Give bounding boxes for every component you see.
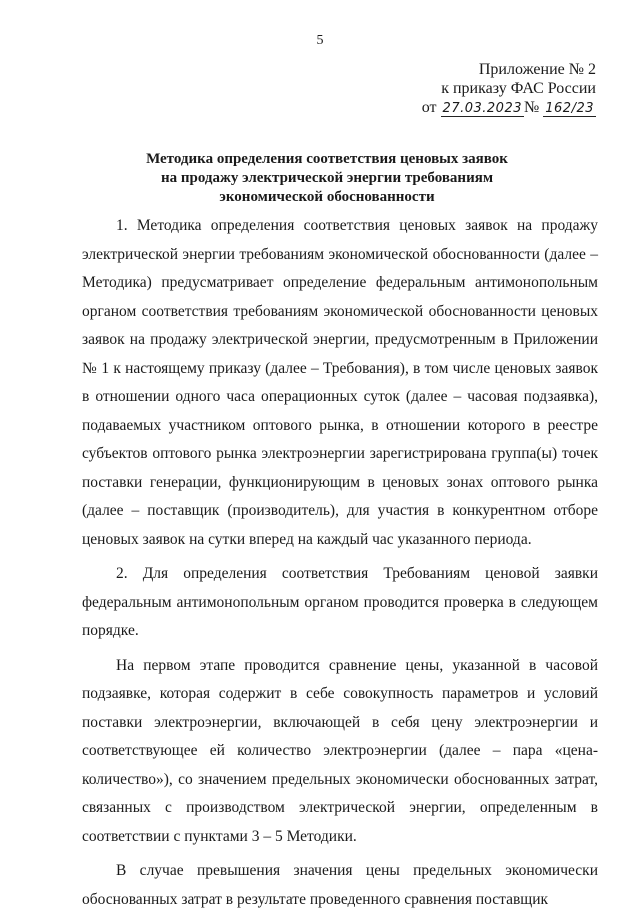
appendix-header [422, 60, 596, 118]
title-line-1: Методика определения соответствия ценовых заявок [146, 151, 508, 167]
paragraph-1: 1. Методика определения соответствия ценовых заявок на продажу электрической энергии требованиям экономической обоснованности (далее – Методика) предусматривает определение федеральным антимонопольным органом соответствия требованиям экономической обоснованности ценовых заявок на продажу электрической энергии, предусмотренным в Приложении № 1 к настоящему приказу (далее – Требования), в том числе ценовых заявок в отношении одного часа операционных суток (далее – часовая подзаявка), подаваемых участником оптового рынка, в отношении которого в реестре субъектов оптового рынка электроэнергии зарегистрирована группа(ы) точек поставки генерации, функционирующим в ценовых зонах оптового рынка (далее – поставщик (производитель), для участия в конкурентном отборе ценовых заявок на сутки вперед на каждый час указанного периода. [82, 217, 598, 548]
appendix-title: Приложение № 2 [478, 61, 596, 78]
document-body [82, 212, 598, 918]
document-title [0, 150, 640, 207]
page-number: 5 [316, 33, 324, 48]
title-line-3: экономической обоснованности [219, 189, 435, 205]
number-prefix: № [523, 99, 540, 116]
handwritten-date: 27.03.2023 [442, 101, 522, 116]
appendix-order-reference: к приказу ФАС России [441, 80, 596, 97]
paragraph-3: На первом этапе проводится сравнение цены, указанной в часовой подзаявке, которая содержит в себе совокупность параметров и условий поставки электроэнергии, включающей в себя цену электроэнергии и соответствующее ей количество электроэнергии (далее – пара «цена-количество»), со значением предельных экономически обоснованных затрат, связанных с производством электрической энергии, определенным в соответствии с пунктами 3 – 5 Методики. [82, 656, 598, 845]
paragraph-2: 2. Для определения соответствия Требованиям ценовой заявки федеральным антимонопольным органом проводится проверка в следующем порядке. [82, 565, 598, 639]
paragraph-4: В случае превышения значения цены предельных экономически обоснованных затрат в результате проведенного сравнения поставщик [82, 862, 598, 908]
handwritten-number: 162/23 [545, 101, 594, 116]
title-line-2: на продажу электрической энергии требованиям [160, 170, 494, 186]
date-prefix: от [421, 99, 437, 116]
appendix-date-line [422, 98, 596, 118]
